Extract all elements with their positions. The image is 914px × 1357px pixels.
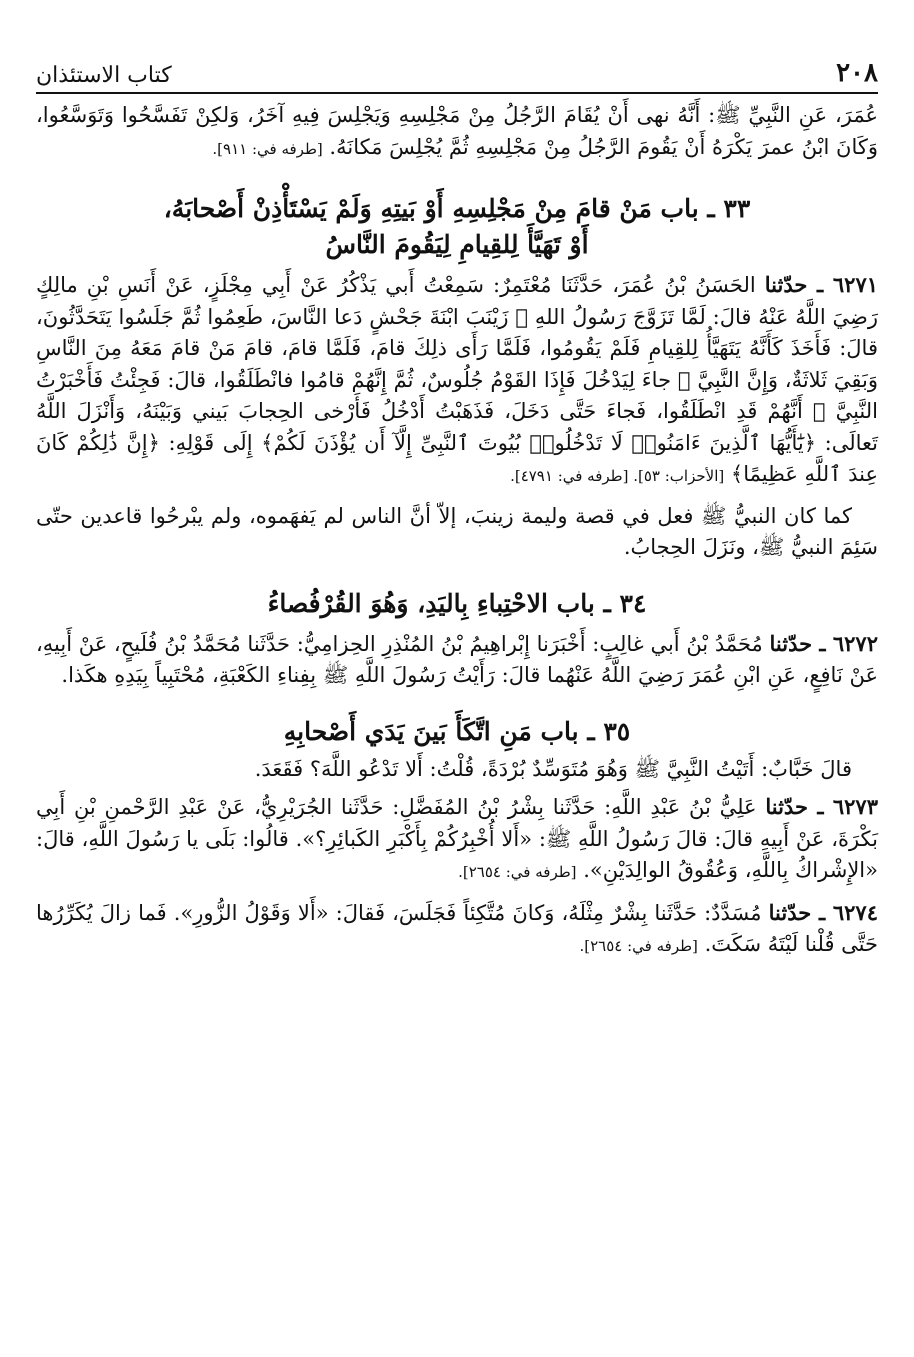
page-header (36, 48, 878, 88)
hadith-number: ٦٢٧٤ ـ حدّثنا (768, 899, 878, 925)
note-text: قالَ خَبَّابٌ: أَتَيْتُ النَّبِيَّ ﷺ وَهُوَ مُتَوَسِّدٌ بُرْدَةً، قُلْتُ: أَلا تَدْعُو اللَّهَ؟ فَقَعَدَ. (254, 756, 852, 781)
commentary-note (36, 501, 878, 564)
cross-reference: [طرفه في: ٢٦٥٤]. (458, 863, 577, 881)
hadith-number: ٦٢٧٢ ـ حدّثنا (769, 630, 878, 656)
continuation-paragraph (36, 100, 878, 165)
book-title: كتاب الاستئذان (36, 63, 172, 88)
hadith-6274 (36, 897, 878, 963)
page-number: ٢٠٨ (836, 58, 878, 88)
hadith-text: مُسَدَّدٌ: حَدَّثَنا بِشْرٌ مِثْلَهُ، وَكانَ مُتَّكِئاً فَجَلَسَ، فَقالَ: «أَلا وَقَوْلُ الزُّورِ». فَما زالَ يُكَرِّرُها حَتَّى قُلْنا لَيْتَهُ سَكَتَ. (36, 900, 878, 956)
commentary-note (36, 754, 878, 786)
chapter-title-line: ٣٣ ـ باب مَنْ قامَ مِنْ مَجْلِسِهِ أَوْ بَيتِهِ وَلَمْ يَسْتَأْذِنْ أَصْحابَهُ، (163, 194, 751, 223)
cross-reference: [طرفه في: ٩١١]. (212, 139, 323, 158)
chapter-heading-34 (36, 586, 878, 622)
page-body (36, 100, 878, 963)
cross-reference: [طرفه في: ٢٦٥٤]. (579, 937, 698, 955)
chapter-title-line: ٣٥ ـ باب مَنِ اتَّكَأَ بَينَ يَدَي أَصْحابِهِ (283, 716, 631, 746)
paragraph-text: عُمَرَ، عَنِ النَّبِيِّ ﷺ: أَنَّهُ نهى أَنْ يُقَامَ الرَّجُلُ مِنْ مَجْلِسِهِ وَيَجْلِسَ فِيهِ آخَرُ، وَلكِنْ تَفَسَّحُوا وَتَوَسَّعُوا، وَكَانَ ابْنُ عمرَ يَكْرَهُ أَنْ يَقُومَ الرَّجُلُ مِنْ مَجْلِسِهِ ثُمَّ يُجْلِسَ مَكانَهُ. (36, 103, 878, 159)
chapter-title-line: ٣٤ ـ باب الاحْتِباءِ بِاليَدِ، وَهُوَ القُرْفُصاءُ (267, 588, 647, 618)
hadith-text: الحَسَنُ بْنُ عُمَرَ، حَدَّثَنَا مُعْتَمِرٌ: سَمِعْتُ أَبي يَذْكُرُ عَنْ أَبِي مِجْلَزٍ، عَنْ أَنَسِ بْنِ مالِكٍ رَضِيَ اللَّهُ عَنْهُ قالَ: لَمَّا تَزَوَّجَ رَسُولُ اللهِ ﷺ زَيْنَبَ ابْنَةَ جَحْشٍ دَعا النَّاسَ، طَعِمُوا ثُمَّ جَلَسُوا يَتَحَدَّثُونَ، قالَ: فَأَخَذَ كَأَنَّهُ يَتَهَيَّأُ لِلقِيامِ فَلَمْ يَقُومُوا، فَلَمَّا رَأَى ذلِكَ قامَ، فَلَمَّا قامَ، قامَ مَنْ قامَ مَعَهُ مِنَ النَّاسِ وَبَقِيَ ثَلاثَةٌ، وَإِنَّ النَّبِيَّ ﷺ جاءَ لِيَدْخُلَ فَإِذَا القَوْمُ جُلُوسٌ، ثُمَّ إِنَّهُمْ قامُوا فانْطَلَقُوا، قالَ: فَجِئْتُ فَأَخْبَرْتُ النَّبِيَّ ﷺ أَنَّهُمْ قَدِ انْطَلَقُوا، فَجاءَ حَتَّى دَخَلَ، فَذَهَبْتُ أَدْخُلُ فَأَرْخى الحِجابَ بَيني وَبَيْنَهُ، وَأَنْزَلَ اللَّهُ تَعالَى: ﴿يَٰٓأَيُّهَا ٱلَّذِينَ ءَامَنُوا۟ لَا تَدْخُلُوا۟ بُيُوتَ ٱلنَّبِىِّ إِلَّآ أَن يُؤْذَنَ لَكُمْ﴾ إِلَى قَوْلِهِ: ﴿إِنَّ ذَٰلِكُمْ كَانَ عِندَ ٱللَّهِ عَظِيمًا﴾ (36, 273, 878, 486)
hadith-6272 (36, 628, 878, 692)
hadith-text: عَلِيُّ بْنُ عَبْدِ اللَّهِ: حَدَّثَنا بِشْرُ بْنُ المُفَضَّلِ: حَدَّثَنا الجُرَيْرِيُّ، عَنْ عَبْدِ الرَّحْمنِ بْنِ أَبِي بَكْرَةَ، عَنْ أَبِيهِ قالَ: قالَ رَسُولُ اللَّهِ ﷺ: «أَلا أُخْبِرُكُمْ بِأَكْبَرِ الكَبائِرِ؟». قالُوا: بَلَى يا رَسُولَ اللَّهِ، قالَ: «الإِشْراكُ بِاللَّهِ، وَعُقُوقُ الوالِدَيْنِ». (36, 795, 878, 882)
hadith-text: مُحَمَّدُ بْنُ أَبي غالِبٍ: أَخْبَرَنا إِبْراهِيمُ بْنُ المُنْذِرِ الحِزامِيُّ: حَدَّثَنا مُحَمَّدُ بْنُ فُلَيحٍ، عَنْ أَبِيهِ، عَنْ نَافِعٍ، عَنِ ابْنِ عُمَرَ رَضِيَ اللَّهُ عَنْهُما قالَ: رَأَيْتُ رَسُولَ اللَّهِ ﷺ بِفِناءِ الكَعْبَةِ، مُحْتَبِياً بِيَدِهِ هكَذا. (36, 631, 878, 687)
chapter-heading-35 (36, 714, 878, 750)
hadith-6273 (36, 791, 878, 889)
note-text: كما كان النبيُّ ﷺ فعل في قصة وليمة زينبَ، إلاّ أنَّ الناس لم يَفهَموه، ولم يبْرحُوا قاعدين حتّى سَئِمَ النبيُّ ﷺ، ونَزَلَ الحِجابُ. (36, 503, 878, 559)
hadith-number: ٦٢٧٣ ـ حدّثنا (765, 794, 878, 819)
hadith-6271 (36, 269, 878, 493)
chapter-heading-33 (36, 191, 878, 263)
header-divider (36, 92, 878, 94)
cross-reference: [الأحزاب: ٥٣]. [طرفه في: ٤٧٩١]. (510, 467, 725, 485)
hadith-number: ٦٢٧١ ـ حدّثنا (764, 272, 879, 297)
chapter-title-line: أَوْ تَهَيَّأَ لِلقِيامِ لِيَقُومَ النَّاسُ (325, 230, 589, 259)
